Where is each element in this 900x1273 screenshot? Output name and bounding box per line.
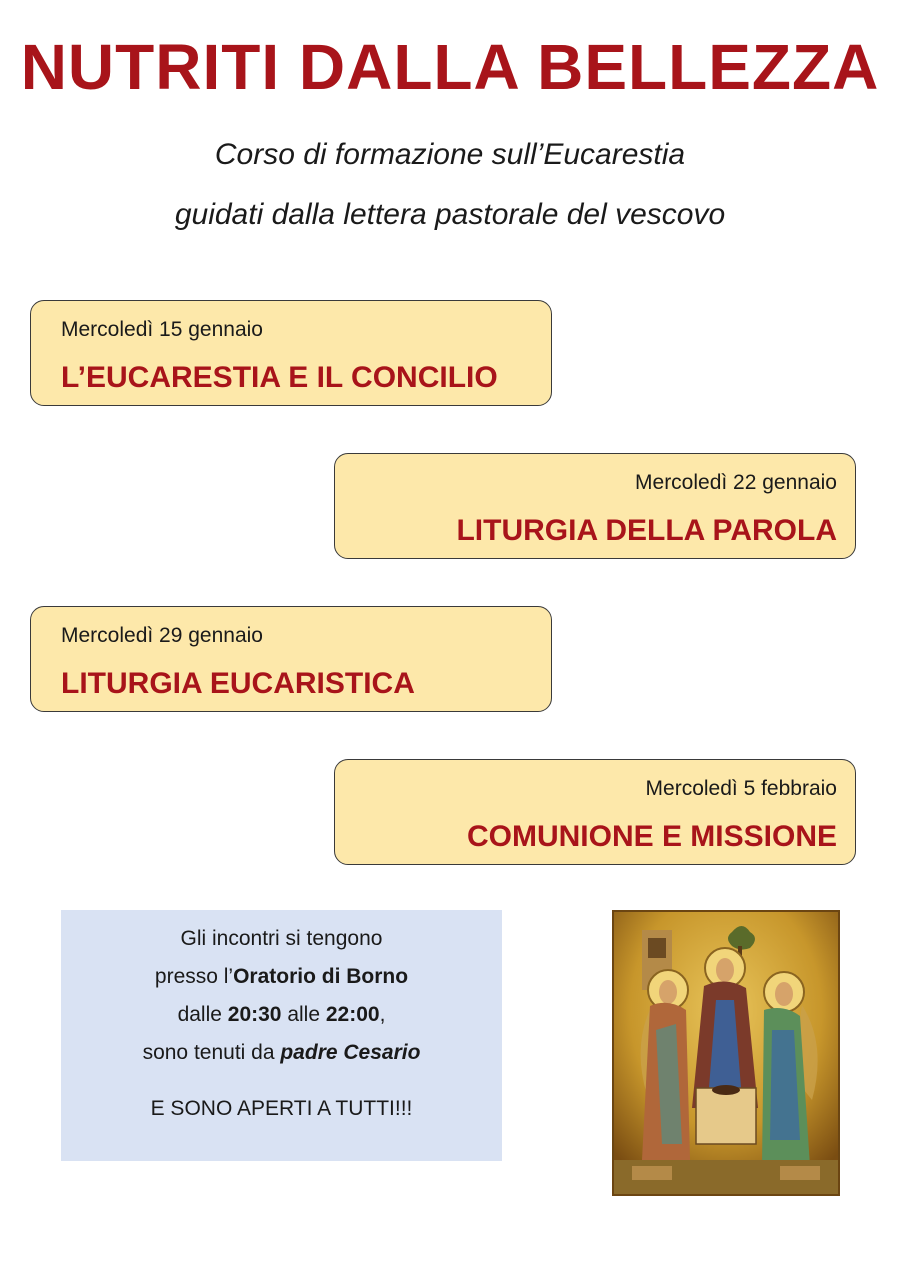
info-closing: E SONO APERTI A TUTTI!!! <box>150 1097 413 1120</box>
info-text: , <box>379 1003 386 1026</box>
trinity-icon-image <box>612 910 840 1196</box>
event-date: Mercoledì 5 febbraio <box>645 777 837 800</box>
info-text: presso l’ <box>154 965 234 988</box>
event-date: Mercoledì 22 gennaio <box>635 471 837 494</box>
info-text: alle <box>281 1003 326 1026</box>
start-time: 20:30 <box>227 1003 282 1026</box>
info-line-1: Gli incontri si tengono <box>180 927 383 950</box>
info-text: dalle <box>177 1003 228 1026</box>
info-box <box>61 910 502 1161</box>
info-line-3 <box>61 996 502 1034</box>
event-card-4 <box>334 759 856 865</box>
event-card-2 <box>334 453 856 559</box>
icon-painting <box>612 910 840 1196</box>
event-topic: COMUNIONE E MISSIONE <box>466 820 837 853</box>
page-title: NUTRITI DALLA BELLEZZA <box>20 31 880 103</box>
speaker-name: padre Cesario <box>280 1041 421 1064</box>
venue-name: Oratorio di Borno <box>233 965 409 988</box>
event-date: Mercoledì 29 gennaio <box>61 624 263 647</box>
event-topic: LITURGIA EUCARISTICA <box>61 667 415 700</box>
info-line-2 <box>61 958 502 996</box>
event-card-1 <box>30 300 552 406</box>
event-date: Mercoledì 15 gennaio <box>61 318 263 341</box>
info-text: sono tenuti da <box>142 1041 281 1064</box>
event-card-3 <box>30 606 552 712</box>
subtitle-line-2: guidati dalla lettera pastorale del vescovo <box>174 198 726 231</box>
info-line-4 <box>61 1034 502 1072</box>
subtitle-line-1: Corso di formazione sull’Eucarestia <box>214 138 686 171</box>
event-topic: LITURGIA DELLA PAROLA <box>456 514 837 547</box>
end-time: 22:00 <box>325 1003 380 1026</box>
event-topic: L’EUCARESTIA E IL CONCILIO <box>61 361 498 394</box>
